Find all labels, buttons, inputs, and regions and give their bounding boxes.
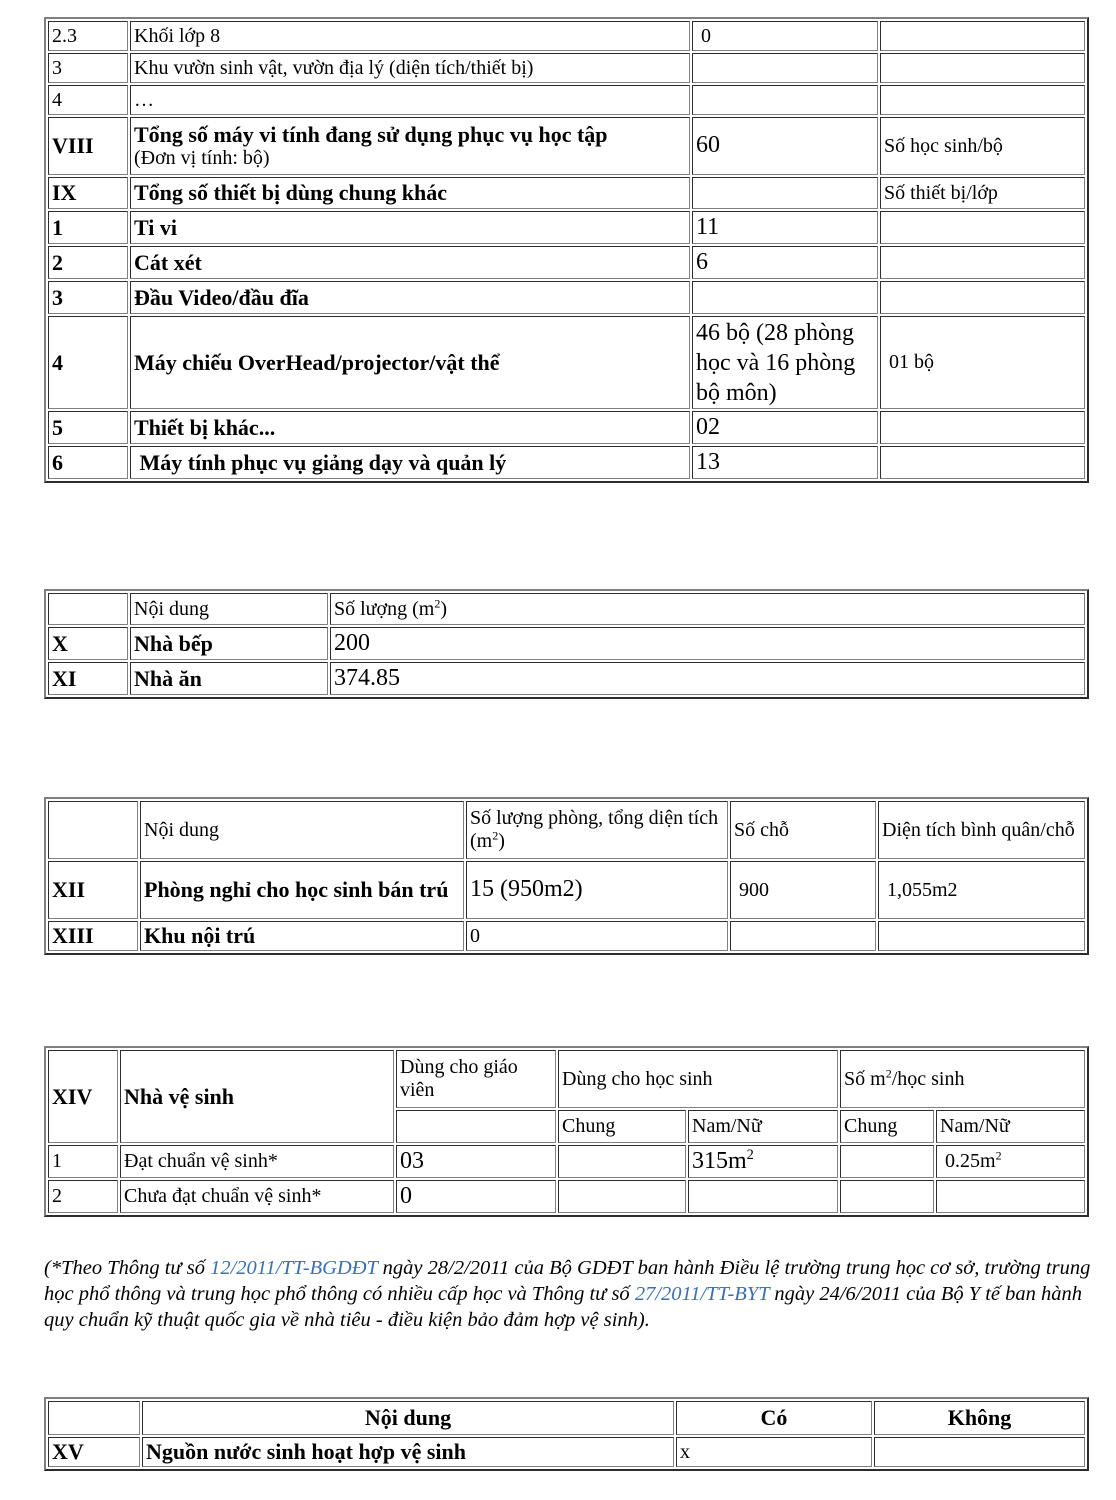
subheader-area-common: Chung <box>840 1110 934 1143</box>
row-area-common <box>840 1180 934 1213</box>
row-code: 5 <box>48 411 128 444</box>
row-code: XI <box>48 662 128 695</box>
row-extra <box>880 446 1085 479</box>
row-value: 02 <box>692 411 878 444</box>
subheader-empty <box>396 1110 556 1143</box>
row-extra <box>880 21 1085 51</box>
row-code: 3 <box>48 53 128 83</box>
row-seats: 900 <box>730 861 876 919</box>
row-teacher: 0 <box>396 1180 556 1213</box>
row-label: Chưa đạt chuẩn vệ sinh* <box>120 1180 394 1213</box>
table-header-row <box>48 593 1085 625</box>
table-row <box>48 662 1085 695</box>
header-per-student <box>840 1050 1085 1108</box>
row-label: Máy chiếu OverHead/projector/vật thể <box>130 316 690 409</box>
row-label: Nguồn nước sinh hoạt hợp vệ sinh <box>142 1437 674 1467</box>
row-value <box>692 85 878 115</box>
table-row <box>48 85 1085 115</box>
row-extra: Số thiết bị/lớp <box>880 177 1085 209</box>
header-empty <box>48 1401 140 1435</box>
row-extra: 01 bộ <box>880 316 1085 409</box>
subheader-area-gender: Nam/Nữ <box>936 1110 1085 1143</box>
water-table <box>44 1397 1089 1471</box>
row-label-main: Tổng số máy vi tính đang sử dụng phục vụ học tập <box>134 121 608 147</box>
row-code: VIII <box>48 117 128 175</box>
footnote-text-2: ngày 28/2/2011 của Bộ GDĐT ban hành Điều lệ trường trung học cơ sở, trường trung học phổ thông và trung học phổ thông có nhiều cấp học và Thông tư số <box>44 1257 1091 1305</box>
row-area-common <box>840 1145 934 1178</box>
circular-link-bgddt[interactable]: 12/2011/TT-BGDĐT <box>210 1257 378 1279</box>
row-rooms: 0 <box>466 921 728 951</box>
row-no <box>874 1437 1085 1467</box>
table-row <box>48 1145 1085 1178</box>
row-value: 6 <box>692 246 878 279</box>
header-yes: Có <box>676 1401 872 1435</box>
row-code: 3 <box>48 281 128 314</box>
row-extra <box>880 246 1085 279</box>
row-area: 1,055m2 <box>878 861 1085 919</box>
row-teacher: 03 <box>396 1145 556 1178</box>
row-yes: x <box>676 1437 872 1467</box>
row-label: Ti vi <box>130 211 690 244</box>
table-row <box>48 627 1085 660</box>
table-row <box>48 411 1085 444</box>
row-extra: Số học sinh/bộ <box>880 117 1085 175</box>
table-row <box>48 1180 1085 1213</box>
row-label: Khu vườn sinh vật, vườn địa lý (diện tích/thiết bị) <box>130 53 690 83</box>
section-code: XIV <box>48 1050 118 1143</box>
header-rooms-text: Số lượng phòng, tổng diện tích (m <box>470 807 719 852</box>
row-students-gender <box>688 1180 838 1213</box>
header-per-student-suffix: /học sinh <box>891 1067 965 1090</box>
row-code: 1 <box>48 1145 118 1178</box>
row-code: XV <box>48 1437 140 1467</box>
header-content: Nội dung <box>130 593 328 625</box>
row-code: IX <box>48 177 128 209</box>
table-row <box>48 281 1085 314</box>
toilet-table <box>44 1046 1089 1217</box>
header-empty <box>48 801 138 859</box>
row-code: 4 <box>48 85 128 115</box>
row-label <box>130 117 690 175</box>
table-row <box>48 177 1085 209</box>
row-extra <box>880 411 1085 444</box>
table-row <box>48 1437 1085 1467</box>
row-label: Đầu Video/đầu đĩa <box>130 281 690 314</box>
footnote <box>44 1255 1094 1333</box>
row-area-gender-sup: 2 <box>995 1148 1002 1163</box>
table-row <box>48 861 1085 919</box>
header-quantity-close: ) <box>440 597 447 620</box>
header-no: Không <box>874 1401 1085 1435</box>
table-row <box>48 211 1085 244</box>
header-per-student-sup: 2 <box>885 1065 892 1080</box>
equipment-table <box>44 17 1089 483</box>
row-label: Máy tính phục vụ giảng dạy và quản lý <box>130 446 690 479</box>
table-header-row <box>48 1050 1085 1108</box>
row-code: X <box>48 627 128 660</box>
row-value: 200 <box>330 627 1085 660</box>
section-title: Nhà vệ sinh <box>120 1050 394 1143</box>
row-area-gender-text: 0.25m <box>945 1150 996 1172</box>
table-row <box>48 921 1085 951</box>
row-extra <box>880 53 1085 83</box>
row-value: 11 <box>692 211 878 244</box>
row-students-gender-text: 315m <box>692 1147 747 1174</box>
row-value: 0 <box>692 21 878 51</box>
row-code: XIII <box>48 921 138 951</box>
header-quantity-text: Số lượng (m <box>334 597 435 620</box>
row-value: 374.85 <box>330 662 1085 695</box>
row-label: Đạt chuẩn vệ sinh* <box>120 1145 394 1178</box>
header-quantity-sup: 2 <box>434 595 441 610</box>
boarding-table <box>44 797 1089 955</box>
row-value <box>692 281 878 314</box>
row-label: Khu nội trú <box>140 921 464 951</box>
table-row <box>48 446 1085 479</box>
subheader-students-common: Chung <box>558 1110 686 1143</box>
table-header-row <box>48 1401 1085 1435</box>
row-area <box>878 921 1085 951</box>
header-per-student-prefix: Số m <box>844 1067 886 1090</box>
row-code: XII <box>48 861 138 919</box>
row-label: Phòng nghỉ cho học sinh bán trú <box>140 861 464 919</box>
row-code: 1 <box>48 211 128 244</box>
header-area: Diện tích bình quân/chỗ <box>878 801 1085 859</box>
row-students-common <box>558 1180 686 1213</box>
table-row <box>48 117 1085 175</box>
row-label: Nhà bếp <box>130 627 328 660</box>
table-row <box>48 21 1085 51</box>
row-label: Khối lớp 8 <box>130 21 690 51</box>
row-label-unit: (Đơn vị tính: bộ) <box>134 147 270 170</box>
row-area-gender <box>936 1180 1085 1213</box>
footnote-text-3: ngày 24/6/2011 của Bộ Y tế ban hành quy chuẩn kỹ thuật quốc gia về nhà tiêu - điều kiện bảo đảm hợp vệ sinh). <box>44 1283 1083 1331</box>
row-extra <box>880 211 1085 244</box>
row-rooms: 15 (950m2) <box>466 861 728 919</box>
header-seats: Số chỗ <box>730 801 876 859</box>
header-students: Dùng cho học sinh <box>558 1050 838 1108</box>
header-content: Nội dung <box>142 1401 674 1435</box>
row-value: 46 bộ (28 phòng học và 16 phòng bộ môn) <box>692 316 878 409</box>
row-value: 60 <box>692 117 878 175</box>
row-extra <box>880 281 1085 314</box>
row-code: 6 <box>48 446 128 479</box>
header-rooms-sup: 2 <box>492 828 499 843</box>
row-students-common <box>558 1145 686 1178</box>
row-students-gender-sup: 2 <box>746 1146 754 1163</box>
header-rooms-close: ) <box>498 830 505 852</box>
row-label: Tổng số thiết bị dùng chung khác <box>130 177 690 209</box>
table-header-row <box>48 801 1085 859</box>
row-label: … <box>130 85 690 115</box>
row-extra <box>880 85 1085 115</box>
subheader-students-gender: Nam/Nữ <box>688 1110 838 1143</box>
row-value <box>692 53 878 83</box>
row-code: 2 <box>48 1180 118 1213</box>
row-seats <box>730 921 876 951</box>
row-value: 13 <box>692 446 878 479</box>
row-label: Thiết bị khác... <box>130 411 690 444</box>
row-value <box>692 177 878 209</box>
row-code: 2 <box>48 246 128 279</box>
header-content: Nội dung <box>140 801 464 859</box>
row-label: Nhà ăn <box>130 662 328 695</box>
circular-link-byt[interactable]: 27/2011/TT-BYT <box>634 1283 770 1305</box>
row-students-gender <box>688 1145 838 1178</box>
header-empty <box>48 593 128 625</box>
header-quantity <box>330 593 1085 625</box>
kitchen-table <box>44 589 1089 699</box>
table-row <box>48 53 1085 83</box>
header-rooms <box>466 801 728 859</box>
row-area-gender <box>936 1145 1085 1178</box>
table-row <box>48 246 1085 279</box>
footnote-text-1: (*Theo Thông tư số <box>44 1257 211 1279</box>
table-row <box>48 316 1085 409</box>
row-label: Cát xét <box>130 246 690 279</box>
header-teacher: Dùng cho giáo viên <box>396 1050 556 1108</box>
row-code: 2.3 <box>48 21 128 51</box>
row-code: 4 <box>48 316 128 409</box>
